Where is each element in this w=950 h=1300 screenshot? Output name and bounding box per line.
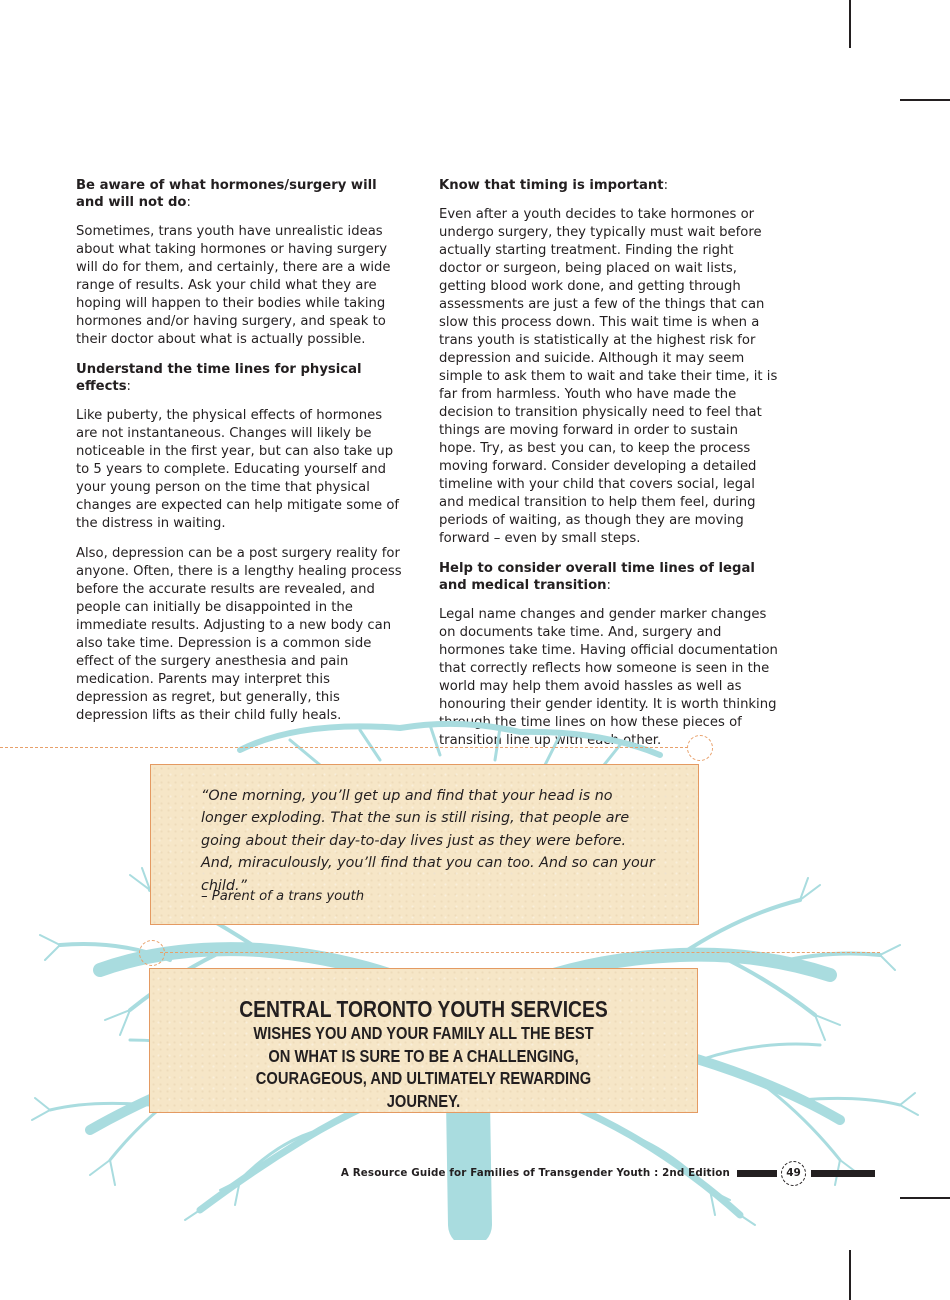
dashed-line-middle (160, 952, 880, 953)
paragraph-legal-name-changes: Legal name changes and gender marker changes on documents take time. And, surgery and hormones take time. Having official documentation that correctly reflects how someone is seen in the world may help them avoid hassles as well as honouring their gender identity. It is worth thinking through the time lines on how these pieces of transition line up with each other. (439, 607, 778, 748)
heading-timing-important: Know that timing is important: (439, 178, 669, 193)
footer-bar-left (737, 1170, 777, 1177)
quote-attribution: – Parent of a trans youth (201, 889, 365, 904)
left-column (76, 177, 406, 737)
dashed-line-top (0, 747, 688, 748)
footer-title: A Resource Guide for Families of Transgender Youth : 2nd Edition (340, 1167, 730, 1179)
closing-message-panel (149, 968, 698, 1113)
message-body (194, 1022, 653, 1112)
message-body-text: WISHES YOU AND YOUR FAMILY ALL THE BEST ON WHAT IS SURE TO BE A CHALLENGING, COURAGEOUS, AND ULTIMATELY REWARDING JOURNEY. (253, 1023, 594, 1111)
quote-text: “One morning, you’ll get up and find that your head is no longer exploding. That the sun is still rising, that people are going about their day-to-day lives just as they were before. And, miraculously, you’ll find that you can too. And so can your child.” (201, 788, 655, 894)
paragraph-waiting: Even after a youth decides to take hormones or undergo surgery, they typically must wait before actually starting treatment. Finding the right doctor or surgeon, being placed on wait lists, getting blood work done, and getting through assessments are just a few of the things that can slow this process down. This wait time is when a trans youth is statistically at the highest risk for depression and suicide. Although it may seem simple to ask them to wait and take their time, it is far from harmless. Youth who have made the decision to transition physically need to feel that things are moving forward in order to sustain hope. Try, as best you can, to keep the process moving forward. Consider developing a detailed timeline with your child that covers social, legal and medical transition to help them feel, during periods of waiting, as though they are moving forward – even by small steps. (439, 207, 778, 546)
dashed-circle-top (687, 735, 713, 761)
paragraph-unrealistic-ideas: Sometimes, trans youth have unrealistic ideas about what taking hormones or having surgery will do for them, and certainly, there are a wide range of results. Ask your child what they are hoping will happen to their bodies while taking hormones and/or having surgery, and speak to their doctor about what is actually possible. (76, 224, 391, 347)
page-number: 49 (781, 1161, 806, 1186)
paragraph-depression: Also, depression can be a post surgery reality for anyone. Often, there is a lengthy healing process before the accurate results are revealed, and people can initially be disappointed in the immediate results. Adjusting to a new body can also take time. Depression is a common side effect of the surgery anesthesia and pain medication. Parents may interpret this depression as regret, but generally, this depression lifts as their child fully heals. (76, 546, 402, 723)
dashed-circle-middle (139, 940, 165, 966)
quote-panel (150, 764, 699, 925)
paragraph-puberty: Like puberty, the physical effects of hormones are not instantaneous. Changes will likely be noticeable in the first year, but can also take up to 5 years to complete. Educating yourself and your young person on the time that physical changes are expected can help mitigate some of the distress in waiting. (76, 408, 400, 531)
right-column (439, 177, 779, 762)
message-title: CENTRAL TORONTO YOUTH SERVICES (239, 996, 608, 1022)
heading-legal-medical-time-lines: Help to consider overall time lines of legal and medical transition: (439, 561, 755, 593)
heading-hormones-surgery: Be aware of what hormones/surgery will and will not do: (76, 178, 377, 210)
heading-time-lines-physical: Understand the time lines for physical effects: (76, 362, 362, 394)
footer-bar-right (811, 1170, 875, 1177)
crop-mark-bottom (849, 1250, 851, 1300)
crop-mark-upper-right (900, 99, 950, 101)
crop-mark-top (849, 0, 851, 48)
